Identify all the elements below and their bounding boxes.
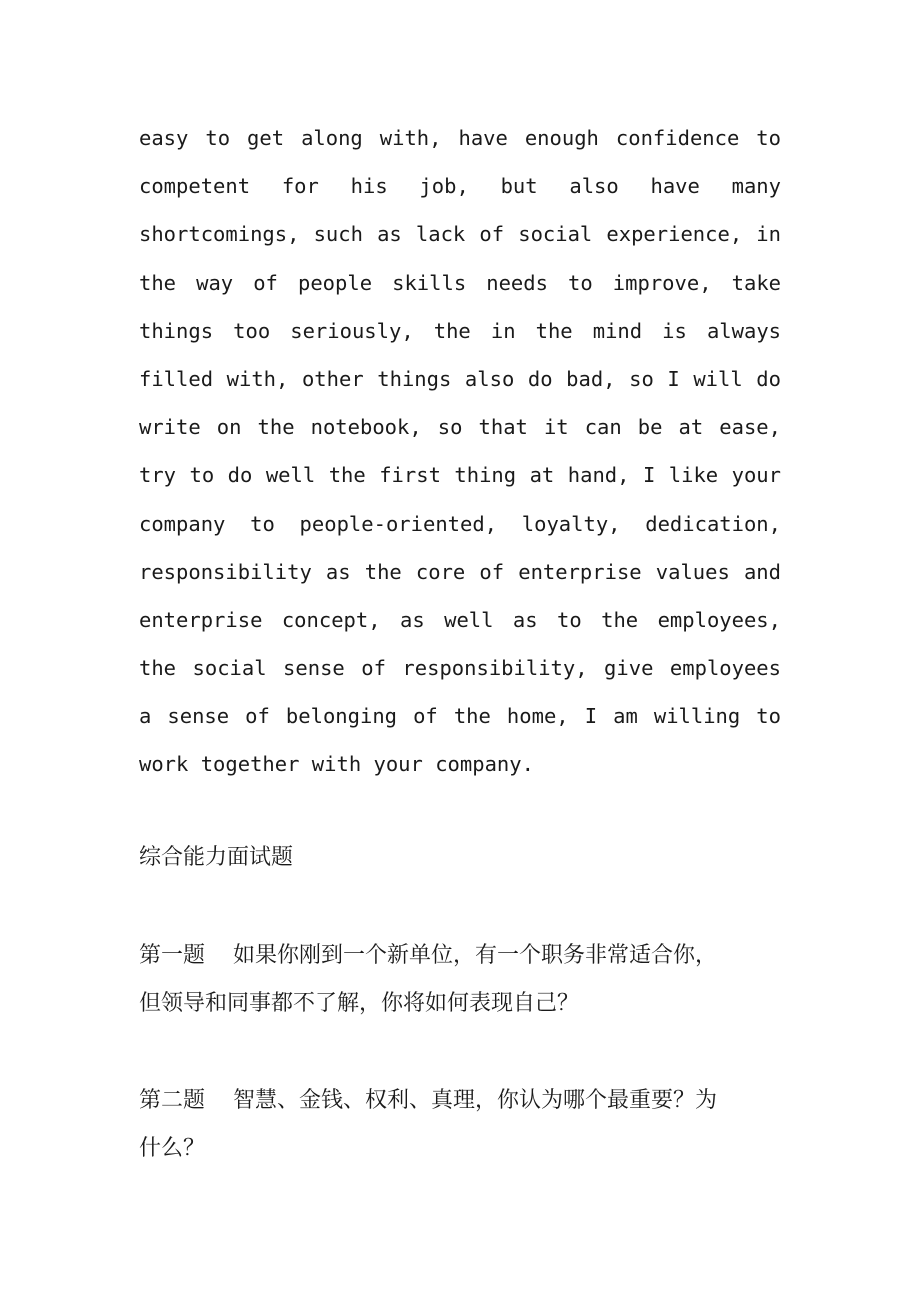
paragraph-line: try to do well the first thing at hand, I like your <box>139 463 781 488</box>
question-line <box>139 932 784 980</box>
paragraph-line: company to people-oriented, loyalty, dedication, <box>139 511 781 536</box>
paragraph-line: work together with your company. <box>139 752 534 777</box>
paragraph-line: a sense of belonging of the home, I am willing to <box>139 704 781 729</box>
question-line <box>139 1077 784 1125</box>
paragraph-line: competent for his job, but also have many <box>139 174 781 199</box>
paragraph-line: enterprise concept, as well as to the employees, <box>139 607 781 632</box>
question-label: 第一题 <box>139 943 206 968</box>
paragraph-line: responsibility as the core of enterprise values and <box>139 559 781 584</box>
paragraph-line: easy to get along with, have enough confidence to <box>139 126 781 150</box>
paragraph-line: write on the notebook, so that it can be at ease, <box>139 415 781 440</box>
question-text: 如果你刚到一个新单位，有一个职务非常适合你， <box>233 943 718 968</box>
paragraph-line: the way of people skills needs to improve, take <box>139 270 781 295</box>
paragraph-line: the social sense of responsibility, give employees <box>139 656 781 681</box>
paragraph-line: things too seriously, the in the mind is always <box>139 318 781 343</box>
question-label: 第二题 <box>139 1088 206 1113</box>
paragraph-line: filled with, other things also do bad, so I will do <box>139 366 781 391</box>
question-line: 什么？ <box>139 1136 206 1161</box>
paragraph-line: shortcomings, such as lack of social experience, in <box>139 222 781 247</box>
english-paragraph <box>139 114 781 789</box>
section-heading: 综合能力面试题 <box>139 845 294 870</box>
question-text: 智慧、金钱、权利、真理，你认为哪个最重要？为 <box>233 1088 718 1113</box>
question-line: 但领导和同事都不了解，你将如何表现自己？ <box>139 991 580 1016</box>
